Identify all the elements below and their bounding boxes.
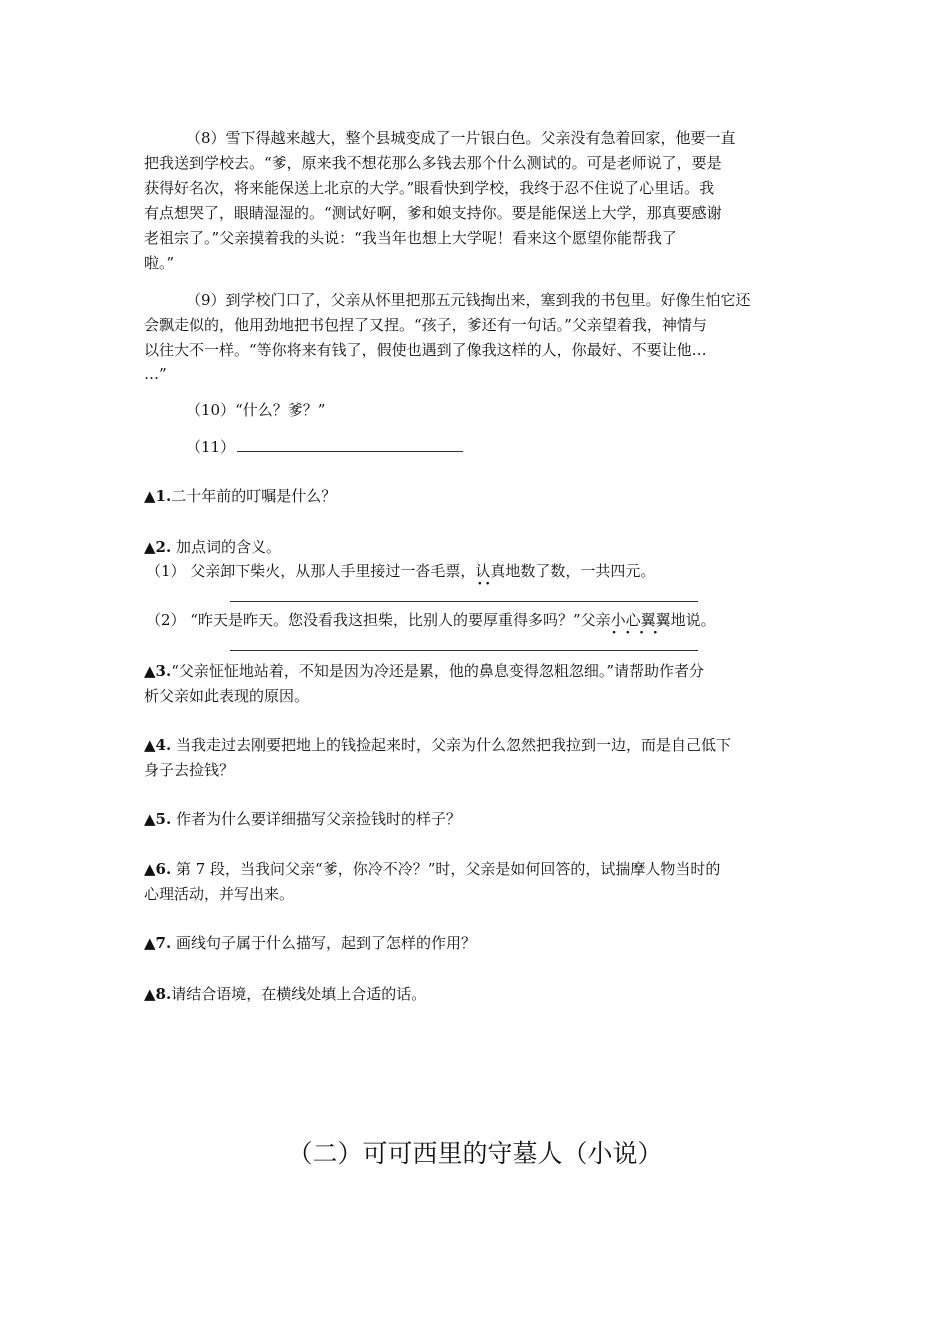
question-2-text: 加点词的含义。 <box>171 538 281 556</box>
para10: （10）“什么？爹？” <box>186 401 326 419</box>
para11-label: （11） <box>186 438 236 456</box>
question-4-number: ▲4. <box>144 736 172 754</box>
item-1-pre: （1） 父亲卸下柴火，从那人手里接过一沓毛票， <box>146 562 476 580</box>
question-6-number: ▲6. <box>144 860 172 878</box>
para11 <box>186 435 463 459</box>
question-6-line2: 心理活动，并写出来。 <box>144 885 295 903</box>
question-7 <box>144 931 476 955</box>
question-7-number: ▲7. <box>144 934 172 952</box>
para8-line4: 有点想哭了，眼睛湿湿的。“测试好啊，爹和娘支持你。要是能保送上大学，那真要感谢 <box>144 204 722 222</box>
question-6-line1: 第 7 段，当我问父亲“爹，你冷不冷？”时，父亲是如何回答的，试揣摩人物当时的 <box>171 860 721 878</box>
para11-blank <box>237 437 463 452</box>
para9-line1: （9）到学校门口了，父亲从怀里把那五元钱掏出来，塞到我的书包里。好像生怕它还 <box>186 291 751 309</box>
para9-line4: …” <box>144 365 167 383</box>
item-2-dotted-word: 小心翼翼 · · · · <box>611 608 671 632</box>
para8-line5: 老祖宗了。”父亲摸着我的头说：“我当年也想上大学呢！看来这个愿望你能帮我了 <box>144 229 677 247</box>
item-1-dotted-word: 认真 ·· <box>475 559 505 583</box>
section-title: （二）可可西里的守墓人（小说） <box>287 1139 663 1168</box>
item-2-post: 地说。 <box>670 611 716 629</box>
question-2-item-2 <box>146 608 716 632</box>
para9-line2: 会飘走似的，他用劲地把书包捏了又捏。“孩子，爹还有一句话。”父亲望着我，神情与 <box>144 316 707 334</box>
question-3-line1: “父亲怔怔地站着，不知是因为冷还是累，他的鼻息变得忽粗忽细。”请帮助作者分 <box>171 662 705 680</box>
question-2-item-1 <box>146 559 655 583</box>
question-2 <box>144 535 281 559</box>
para8-line3: 获得好名次，将来能保送上北京的大学。”眼看快到学校，我终于忍不住说了心里话。我 <box>144 179 715 197</box>
para8-line1: （8）雪下得越来越大，整个县城变成了一片银白色。父亲没有急着回家，他要一直 <box>186 129 736 147</box>
question-1 <box>144 484 336 508</box>
question-8-number: ▲8. <box>144 985 172 1003</box>
para9-line3: 以往大不一样。“等你将来有钱了，假使也遇到了像我这样的人，你最好、不要让他… <box>144 341 707 359</box>
para8-line6: 啦。” <box>144 254 175 272</box>
question-3-number: ▲3. <box>144 662 172 680</box>
answer-line-1 <box>230 601 698 602</box>
question-8-text: 请结合语境，在横线处填上合适的话。 <box>171 985 427 1003</box>
question-5 <box>144 807 461 831</box>
question-7-text: 画线句子属于什么描写，起到了怎样的作用？ <box>171 934 476 952</box>
question-6 <box>144 857 720 881</box>
question-8 <box>144 982 426 1006</box>
question-2-number: ▲2. <box>144 538 172 556</box>
question-5-text: 作者为什么要详细描写父亲捡钱时的样子？ <box>171 810 461 828</box>
answer-line-2 <box>230 650 698 651</box>
question-4-line1: 当我走过去刚要把地上的钱捡起来时，父亲为什么忽然把我拉到一边，而是自己低下 <box>171 736 731 754</box>
question-3 <box>144 659 704 683</box>
question-5-number: ▲5. <box>144 810 172 828</box>
question-1-number: ▲1. <box>144 487 172 505</box>
item-2-pre: （2） “昨天是昨天。您没看我这担柴，比别人的要厚重得多吗？”父亲 <box>146 611 611 629</box>
question-4 <box>144 733 731 757</box>
para8-line2: 把我送到学校去。“爹，原来我不想花那么多钱去那个什么测试的。可是老师说了，要是 <box>144 154 722 172</box>
item-1-post: 地数了数，一共四元。 <box>505 562 656 580</box>
question-4-line2: 身子去捡钱？ <box>144 761 235 779</box>
question-1-text: 二十年前的叮嘱是什么？ <box>171 487 337 505</box>
question-3-line2: 析父亲如此表现的原因。 <box>144 687 310 705</box>
